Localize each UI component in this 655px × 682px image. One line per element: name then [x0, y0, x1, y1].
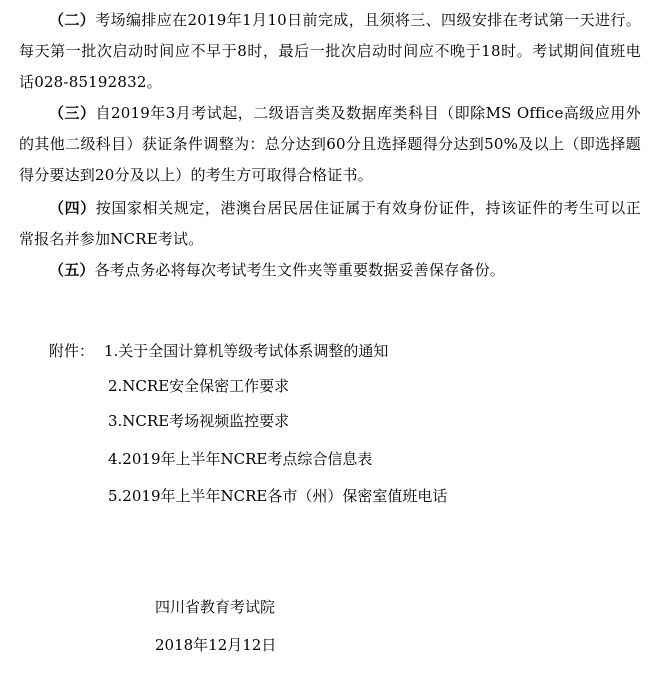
paragraph-5 — [19, 255, 641, 286]
paragraph-4 — [19, 193, 641, 255]
attachment-item: 5.2019年上半年NCRE各市（州）保密室值班电话 — [108, 487, 448, 505]
paragraph-number: （五） — [49, 261, 95, 279]
paragraph-2 — [19, 5, 641, 98]
signature-date: 2018年12月12日 — [155, 636, 277, 654]
paragraph-number: （二） — [49, 11, 96, 29]
paragraph-number: （三） — [49, 104, 96, 122]
paragraph-text: 考场编排应在2019年1月10日前完成，且须将三、四级安排在考试第一天进行。每天第一批次启动时间应不早于8时，最后一批次启动时间应不晚于18时。考试期间值班电话028-85192832。 — [19, 11, 641, 91]
paragraph-text: 各考点务必将每次考试考生文件夹等重要数据妥善保存备份。 — [94, 261, 506, 279]
attachment-item: 2.NCRE安全保密工作要求 — [108, 377, 290, 395]
attachments-label: 附件： — [49, 342, 95, 360]
paragraph-text: 自2019年3月考试起，二级语言类及数据库类科目（即除MS Office高级应用外的其他二级科目）获证条件调整为：总分达到60分且选择题得分达到50%及以上（即选择题得分要达到20分及以上）的考生方可取得合格证书。 — [19, 104, 641, 184]
paragraph-3 — [19, 98, 641, 191]
attachment-item: 3.NCRE考场视频监控要求 — [108, 412, 290, 430]
signature-organization: 四川省教育考试院 — [155, 598, 276, 616]
paragraph-number: （四） — [49, 199, 96, 217]
attachment-item: 1.关于全国计算机等级考试体系调整的通知 — [104, 342, 389, 360]
attachment-item: 4.2019年上半年NCRE考点综合信息表 — [108, 450, 373, 468]
paragraph-text: 按国家相关规定，港澳台居民居住证属于有效身份证件，持该证件的考生可以正常报名并参加NCRE考试。 — [19, 199, 641, 248]
